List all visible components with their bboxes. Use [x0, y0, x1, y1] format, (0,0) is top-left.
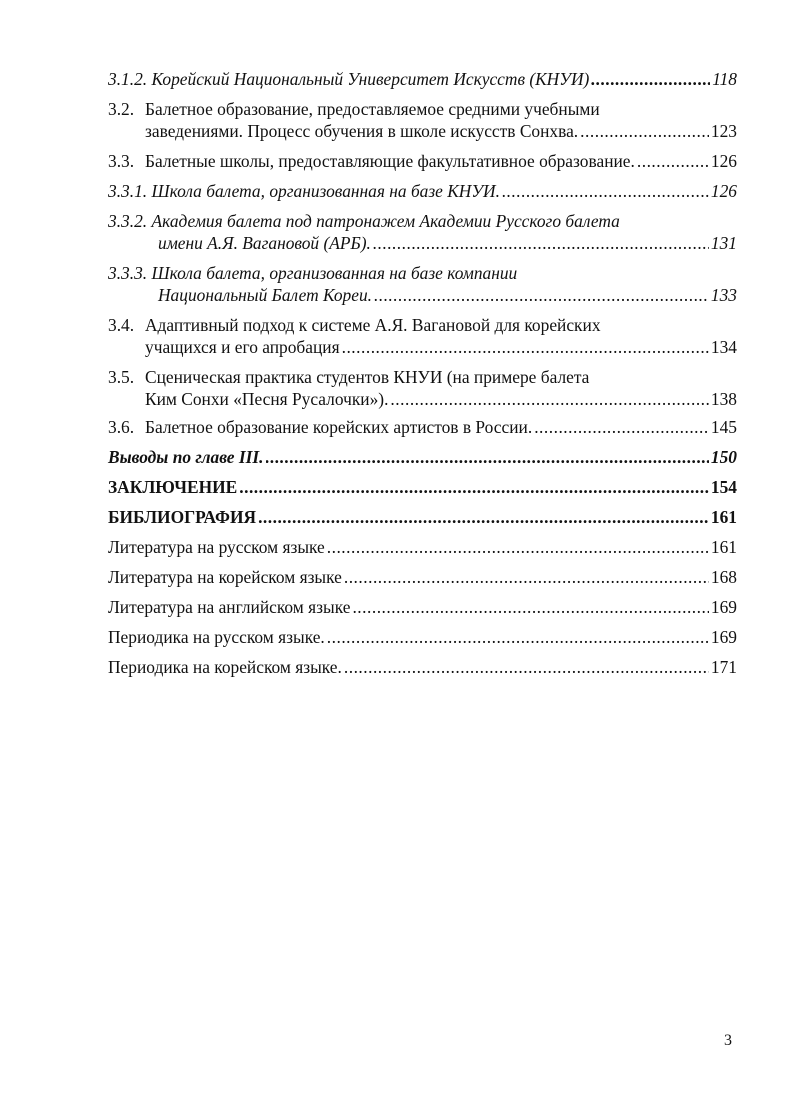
- toc-entry-label: 3.3.1. Школа балета, организованная на базе КНУИ.: [108, 181, 500, 201]
- toc-leader-dots: [239, 476, 709, 498]
- toc-leader-dots: [534, 416, 709, 438]
- toc-page-number: 134: [710, 337, 737, 357]
- toc-entry-3-3-2: [108, 210, 737, 254]
- toc-entry-text-line1: 3.3.3. Школа балета, организованная на базе компании: [108, 263, 518, 283]
- toc-page-number: 171: [710, 657, 737, 677]
- toc-entry-text: БИБЛИОГРАФИЯ: [108, 507, 257, 527]
- toc-entry-literature-english: [108, 596, 737, 618]
- toc-entry-text: Периодика на русском языке.: [108, 627, 325, 647]
- toc-page-number: 145: [710, 417, 737, 437]
- toc-leader-dots: [344, 656, 709, 678]
- toc-leader-dots: [502, 180, 709, 202]
- toc-entry-literature-korean: [108, 566, 737, 588]
- toc-entry-3-5: [108, 366, 737, 410]
- toc-entry-text: учащихся и его апробация: [145, 337, 340, 357]
- toc-entry-3-3-1: [108, 180, 737, 202]
- toc-page-number: 126: [710, 151, 737, 171]
- toc-entry-text: Ким Сонхи «Песня Русалочки»).: [145, 389, 389, 409]
- toc-entry-text: Литература на русском языке: [108, 537, 325, 557]
- toc-entry-text: Балетные школы, предоставляющие факультативное образование.: [145, 151, 635, 171]
- toc-entry-text: имени А.Я. Вагановой (АРБ).: [158, 233, 371, 253]
- toc-leader-dots: [352, 596, 708, 618]
- toc-entry-text-line1: Балетное образование, предоставляемое средними учебными: [145, 99, 600, 119]
- toc-leader-dots: [374, 284, 709, 306]
- toc-leader-dots: [580, 120, 709, 142]
- toc-page-number: 123: [710, 121, 737, 141]
- toc-page-number: 133: [710, 285, 737, 305]
- toc-entry-3-1-2: [108, 68, 737, 90]
- toc-page-number: 161: [710, 537, 737, 557]
- toc-entry-number: 3.6.: [108, 417, 135, 437]
- toc-entry-periodicals-korean: [108, 656, 737, 678]
- toc-entry-3-2: [108, 98, 737, 142]
- toc-page-number: 169: [710, 627, 737, 647]
- toc-entry-bibliography: [108, 506, 737, 528]
- toc-leader-dots: [327, 536, 709, 558]
- toc-page-number: 154: [710, 477, 737, 497]
- toc-entry-text: Литература на корейском языке: [108, 567, 342, 587]
- toc-entry-text: Периодика на корейском языке.: [108, 657, 342, 677]
- toc-entry-label: 3.1.2. Корейский Национальный Университет Искусств (КНУИ): [108, 69, 590, 89]
- toc-entry-literature-russian: [108, 536, 737, 558]
- toc-entry-text-line1: Адаптивный подход к системе А.Я. Вагановой для корейских: [145, 315, 601, 335]
- toc-entry-conclusion: [108, 476, 737, 498]
- toc-entry-3-6: [108, 416, 737, 438]
- toc-entry-text: Литература на английском языке: [108, 597, 351, 617]
- toc-entry-3-3: [108, 150, 737, 172]
- toc-leader-dots: [591, 68, 710, 90]
- toc-leader-dots: [327, 626, 709, 648]
- toc-leader-dots: [637, 150, 709, 172]
- toc-leader-dots: [266, 446, 709, 468]
- toc-page-number: 131: [710, 233, 737, 253]
- toc-entry-text: Национальный Балет Кореи.: [158, 285, 373, 305]
- toc-entry-text: заведениями. Процесс обучения в школе искусств Сонхва.: [145, 121, 579, 141]
- toc-entry-periodicals-russian: [108, 626, 737, 648]
- toc-entry-3-3-3: [108, 262, 737, 306]
- toc-entry-3-4: [108, 314, 737, 358]
- toc-leader-dots: [373, 232, 709, 254]
- toc-entry-number: 3.2.: [108, 99, 135, 119]
- toc-leader-dots: [342, 336, 709, 358]
- toc-entry-number: 3.4.: [108, 315, 135, 335]
- toc-entry-text: ЗАКЛЮЧЕНИЕ: [108, 477, 238, 497]
- toc-entry-text: Балетное образование корейских артистов в России.: [145, 417, 533, 437]
- toc-entry-text-line1: 3.3.2. Академия балета под патронажем Академии Русского балета: [108, 211, 620, 231]
- toc-page-number: 169: [710, 597, 737, 617]
- toc-page-number: 168: [710, 567, 737, 587]
- page-number: 3: [724, 1032, 732, 1049]
- toc-leader-dots: [258, 506, 709, 528]
- toc-entry-conclusions-chapter-3: [108, 446, 737, 468]
- toc-entry-number: 3.3.: [108, 151, 135, 171]
- toc-entry-number: 3.5.: [108, 367, 135, 387]
- toc-page-number: 138: [710, 389, 737, 409]
- toc-leader-dots: [390, 388, 708, 410]
- toc-leader-dots: [344, 566, 709, 588]
- toc-entry-text-line1: Сценическая практика студентов КНУИ (на примере балета: [145, 367, 590, 387]
- toc-page-number: 126: [710, 181, 737, 201]
- toc-page-number: 118: [712, 69, 737, 89]
- toc-page-number: 161: [710, 507, 737, 527]
- toc-page-number: 150: [710, 447, 737, 467]
- toc-entry-text: Выводы по главе III.: [108, 447, 264, 467]
